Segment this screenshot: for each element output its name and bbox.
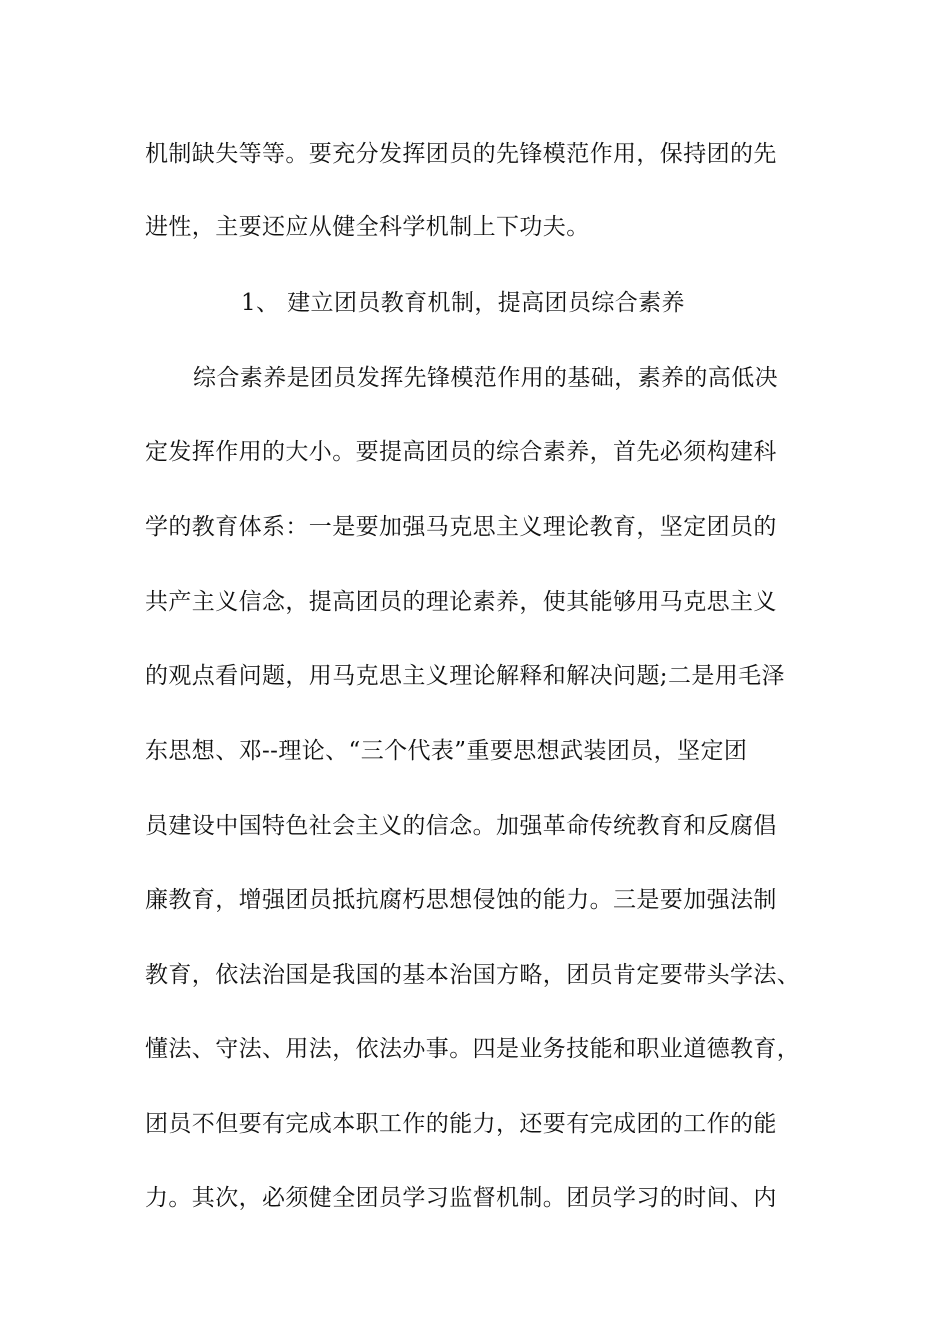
- paragraph-line: 懂法、守法、用法，依法办事。四是业务技能和职业道德教育，: [145, 1036, 801, 1062]
- paragraph-line: 力。其次，必须健全团员学习监督机制。团员学习的时间、内: [145, 1185, 777, 1211]
- paragraph-line: 综合素养是团员发挥先锋模范作用的基础，素养的高低决: [193, 365, 778, 391]
- paragraph-line: 进性，主要还应从健全科学机制上下功夫。: [145, 214, 590, 240]
- paragraph-line: 教育，依法治国是我国的基本治国方略，团员肯定要带头学法、: [145, 962, 801, 988]
- paragraph-line: 的观点看问题，用马克思主义理论解释和解决问题;二是用毛泽: [145, 663, 785, 689]
- paragraph-line: 共产主义信念，提高团员的理论素养，使其能够用马克思主义: [145, 589, 777, 615]
- section-heading: 1、 建立团员教育机制，提高团员综合素养: [241, 290, 685, 316]
- paragraph-line: 定发挥作用的大小。要提高团员的综合素养，首先必须构建科: [145, 439, 777, 465]
- paragraph-line: 机制缺失等等。要充分发挥团员的先锋模范作用，保持团的先: [145, 141, 777, 167]
- paragraph-line: 东思想、邓--理论、“三个代表”重要思想武装团员，坚定团: [145, 738, 748, 764]
- paragraph-line: 廉教育，增强团员抵抗腐朽思想侵蚀的能力。三是要加强法制: [145, 887, 777, 913]
- paragraph-line: 学的教育体系：一是要加强马克思主义理论教育，坚定团员的: [145, 514, 777, 540]
- paragraph-line: 团员不但要有完成本职工作的能力，还要有完成团的工作的能: [145, 1111, 777, 1137]
- paragraph-line: 员建设中国特色社会主义的信念。加强革命传统教育和反腐倡: [145, 813, 777, 839]
